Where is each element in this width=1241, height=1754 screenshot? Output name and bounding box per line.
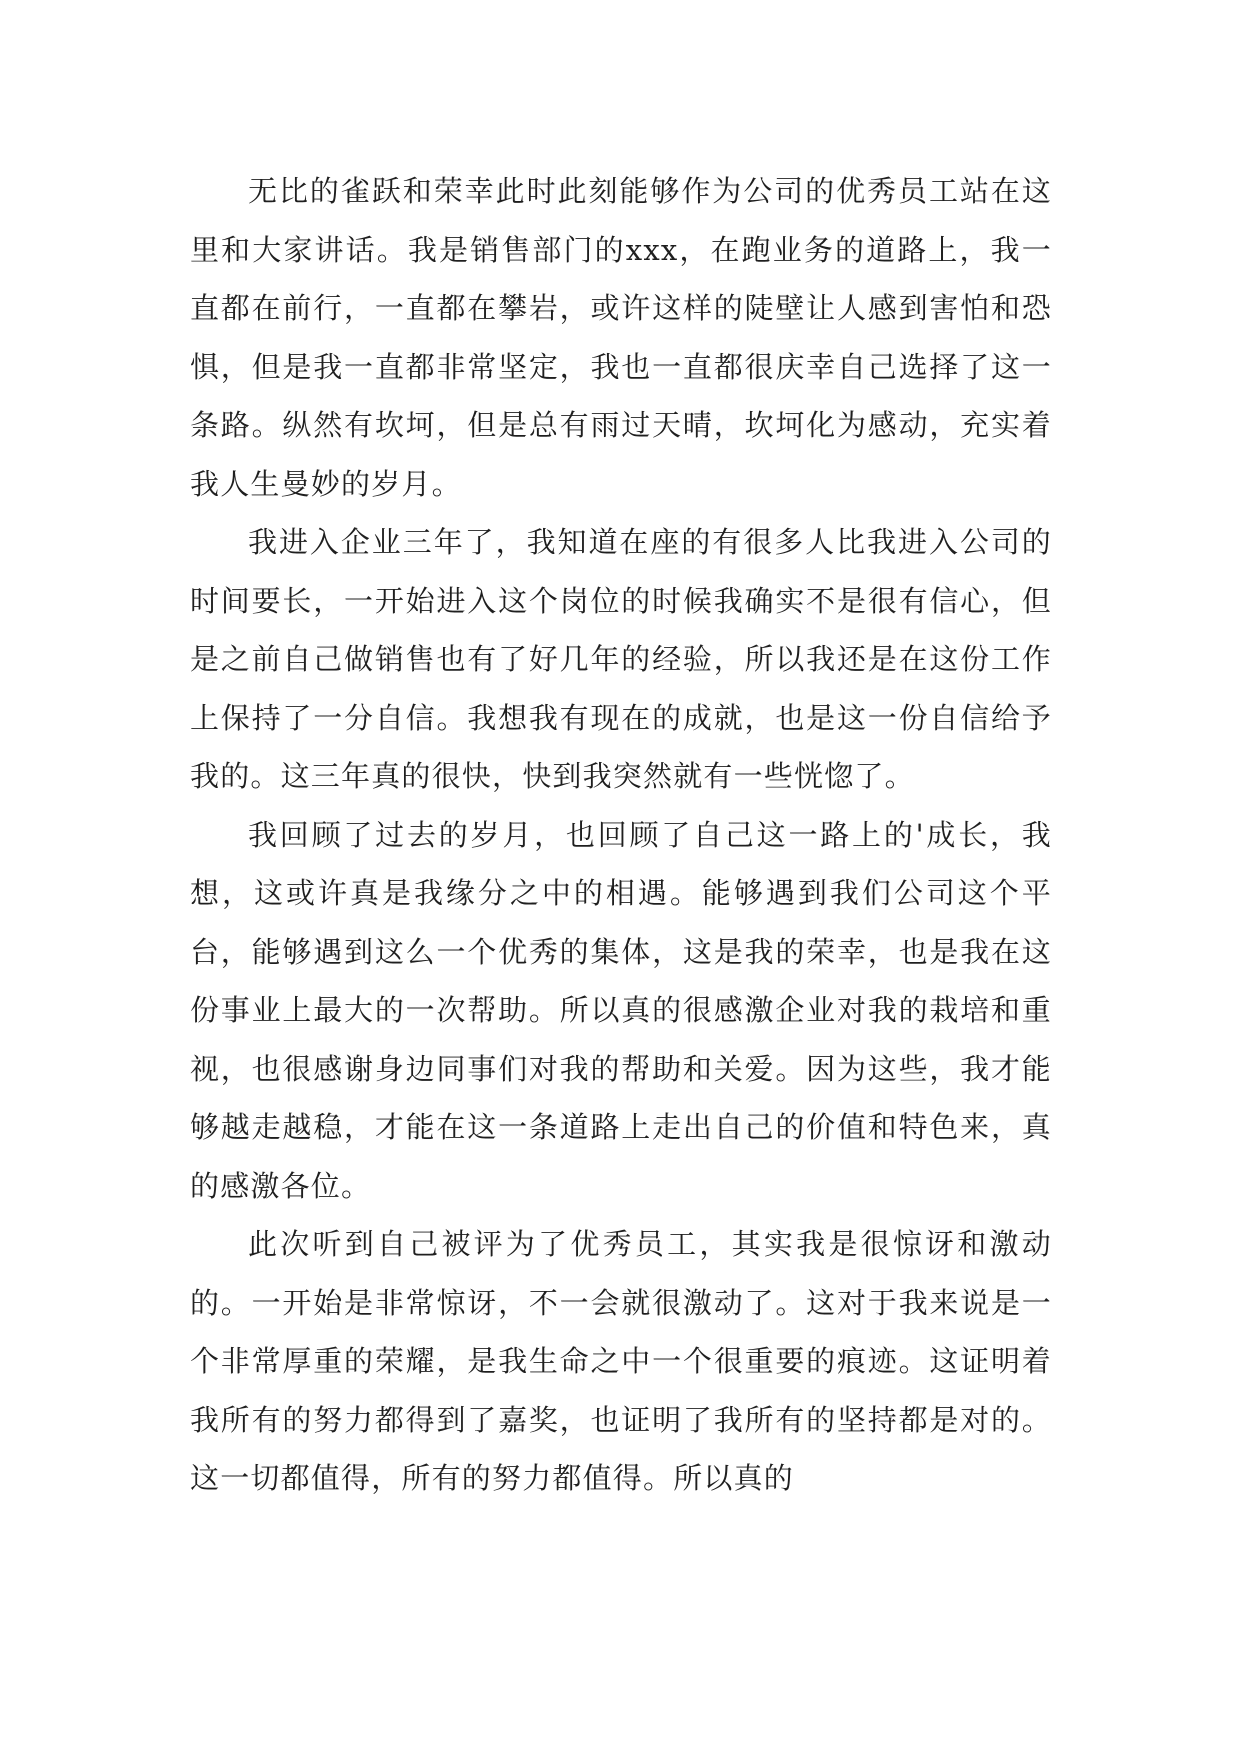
document-body — [190, 162, 1052, 1508]
paragraph-2: 我进入企业三年了，我知道在座的有很多人比我进入公司的时间要长，一开始进入这个岗位的时候我确实不是很有信心，但是之前自己做销售也有了好几年的经验，所以我还是在这份工作上保持了一分自信。我想我有现在的成就，也是这一份自信给予我的。这三年真的很快，快到我突然就有一些恍惚了。 — [190, 525, 1052, 793]
paragraph-3: 我回顾了过去的岁月，也回顾了自己这一路上的'成长，我想，这或许真是我缘分之中的相遇。能够遇到我们公司这个平台，能够遇到这么一个优秀的集体，这是我的荣幸，也是我在这份事业上最大的一次帮助。所以真的很感激企业对我的栽培和重视，也很感谢身边同事们对我的帮助和关爱。因为这些，我才能够越走越稳，才能在这一条道路上走出自己的价值和特色来，真的感激各位。 — [190, 817, 1052, 1203]
paragraph-1: 无比的雀跃和荣幸此时此刻能够作为公司的优秀员工站在这里和大家讲话。我是销售部门的xxx，在跑业务的道路上，我一直都在前行，一直都在攀岩，或许这样的陡壁让人感到害怕和恐惧，但是我一直都非常坚定，我也一直都很庆幸自己选择了这一条路。纵然有坎坷，但是总有雨过天晴，坎坷化为感动，充实着我人生曼妙的岁月。 — [190, 174, 1052, 501]
paragraph-4: 此次听到自己被评为了优秀员工，其实我是很惊讶和激动的。一开始是非常惊讶，不一会就很激动了。这对于我来说是一个非常厚重的荣耀，是我生命之中一个很重要的痕迹。这证明着我所有的努力都得到了嘉奖，也证明了我所有的坚持都是对的。这一切都值得，所有的努力都值得。所以真的 — [190, 1227, 1052, 1495]
